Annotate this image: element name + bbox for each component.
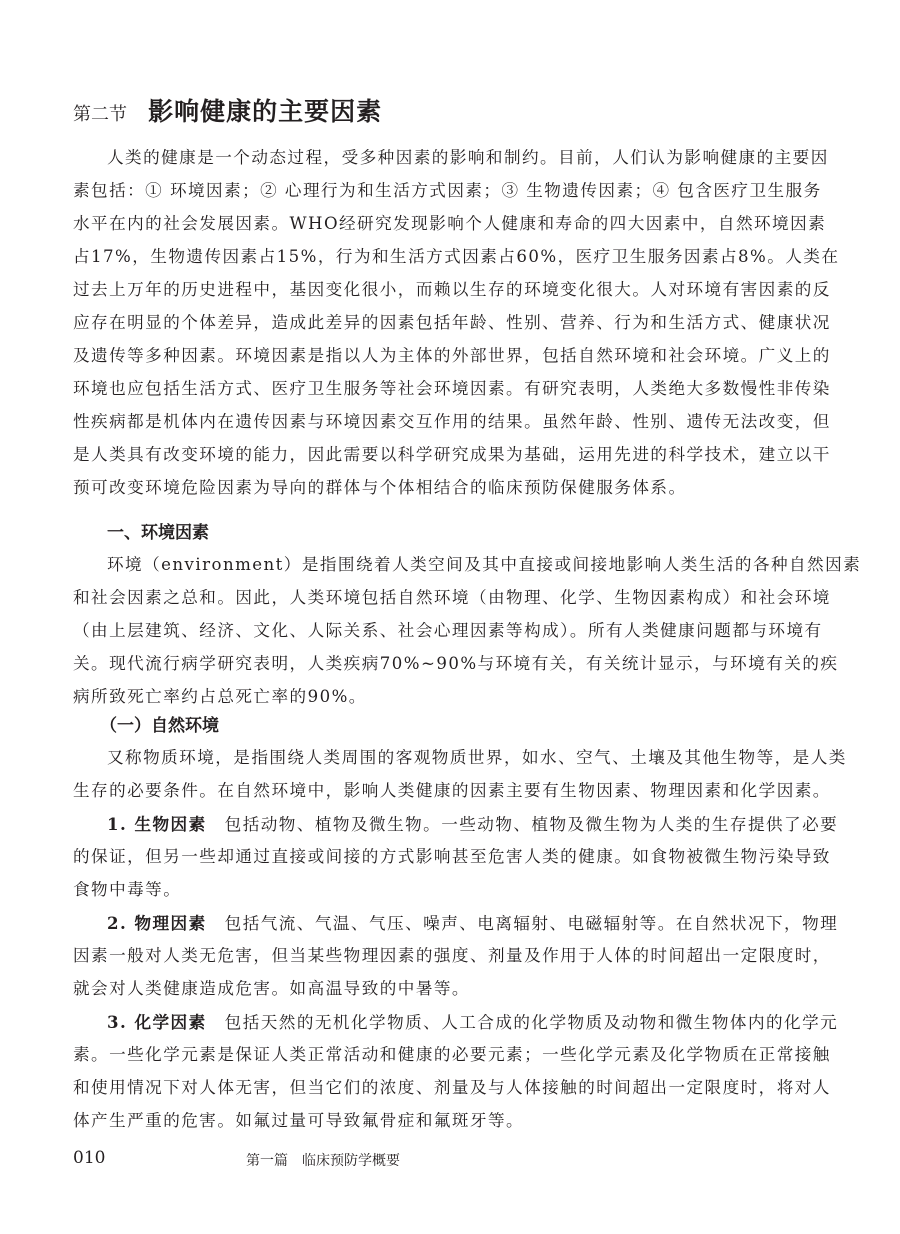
item-text: 包括动物、植物及微生物。一些动物、植物及微生物为人类的生存提供了必要 (224, 815, 839, 834)
paragraph-line: 素。一些化学元素是保证人类正常活动和健康的必要元素；一些化学元素及化学物质在正常接触 (73, 1045, 831, 1064)
subsection-heading-environment: 一、环境因素 (107, 523, 209, 543)
paragraph-line: 水平在内的社会发展因素。WHO经研究发现影响个人健康和寿命的四大因素中，自然环境因素 (73, 214, 827, 233)
subsection-heading-natural-environment: （一）自然环境 (100, 716, 219, 736)
paragraph-line: 就会对人类健康造成危害。如高温导致的中暑等。 (73, 979, 470, 998)
item-text: 包括天然的无机化学物质、人工合成的化学物质及动物和微生物体内的化学元 (224, 1013, 839, 1032)
section-number: 第二节 (73, 104, 127, 125)
paragraph-line: 性疾病都是机体内在遗传因素与环境因素交互作用的结果。虽然年龄、性别、遗传无法改变，但 (73, 412, 831, 431)
paragraph-line: 素包括：① 环境因素；② 心理行为和生活方式因素；③ 生物遗传因素；④ 包含医疗卫生服务 (73, 181, 822, 200)
paragraph-line: 关。现代流行病学研究表明，人类疾病70%~90%与环境有关，有关统计显示，与环境有关的疾 (73, 654, 839, 673)
section-title: 影响健康的主要因素 (148, 97, 383, 126)
paragraph-line (107, 1009, 839, 1036)
paragraph-line: 应存在明显的个体差异，造成此差异的因素包括年龄、性别、营养、行为和生活方式、健康状况 (73, 313, 831, 332)
paragraph-line: 和使用情况下对人体无害，但当它们的浓度、剂量及与人体接触的时间超出一定限度时，将对人 (73, 1078, 831, 1097)
paragraph-line: 是人类具有改变环境的能力，因此需要以科学研究成果为基础，运用先进的科学技术，建立以干 (73, 445, 831, 464)
page-number: 010 (73, 1148, 106, 1168)
paragraph-line: 因素一般对人类无危害，但当某些物理因素的强度、剂量及作用于人体的时间超出一定限度时， (73, 946, 831, 965)
paragraph-line: 又称物质环境，是指围绕人类周围的客观物质世界，如水、空气、土壤及其他生物等，是人类 (107, 748, 847, 767)
paragraph-line: （由上层建筑、经济、文化、人际关系、社会心理因素等构成）。所有人类健康问题都与环境有 (73, 621, 823, 640)
item-lead-chemical: 3. 化学因素 (107, 1012, 207, 1032)
paragraph-line: 过去上万年的历史进程中，基因变化很小，而赖以生存的环境变化很大。人对环境有害因素的反 (73, 280, 831, 299)
item-lead-biological: 1. 生物因素 (107, 814, 207, 834)
paragraph-line: 环境（environment）是指围绕着人类空间及其中直接或间接地影响人类生活的各种自然因素 (107, 555, 862, 574)
paragraph-line: 环境也应包括生活方式、医疗卫生服务等社会环境因素。有研究表明，人类绝大多数慢性非传染 (73, 379, 831, 398)
paragraph-line: 的保证，但另一些却通过直接或间接的方式影响甚至危害人类的健康。如食物被微生物污染导致 (73, 847, 831, 866)
paragraph-line: 人类的健康是一个动态过程，受多种因素的影响和制约。目前，人们认为影响健康的主要因 (107, 148, 829, 167)
paragraph-line: 食物中毒等。 (73, 880, 182, 899)
paragraph-line: 体产生严重的危害。如氟过量可导致氟骨症和氟斑牙等。 (73, 1111, 525, 1130)
paragraph-line: 占17%，生物遗传因素占15%，行为和生活方式因素占60%，医疗卫生服务因素占8%。人类在 (73, 247, 840, 266)
paragraph-line: 及遗传等多种因素。环境因素是指以人为主体的外部世界，包括自然环境和社会环境。广义上的 (73, 346, 831, 365)
running-head: 第一篇 临床预防学概要 (246, 1153, 400, 1169)
item-lead-physical: 2. 物理因素 (107, 913, 207, 933)
section-heading (73, 92, 382, 128)
paragraph-line (107, 811, 839, 838)
paragraph-line: 预可改变环境危险因素为导向的群体与个体相结合的临床预防保健服务体系。 (73, 478, 687, 497)
paragraph-line: 病所致死亡率约占总死亡率的90%。 (73, 687, 367, 706)
item-text: 包括气流、气温、气压、噪声、电离辐射、电磁辐射等。在自然状况下，物理 (224, 914, 839, 933)
paragraph-line: 和社会因素之总和。因此，人类环境包括自然环境（由物理、化学、生物因素构成）和社会环境 (73, 588, 831, 607)
paragraph-line (107, 910, 839, 937)
paragraph-line: 生存的必要条件。在自然环境中，影响人类健康的因素主要有生物因素、物理因素和化学因素。 (73, 781, 831, 800)
